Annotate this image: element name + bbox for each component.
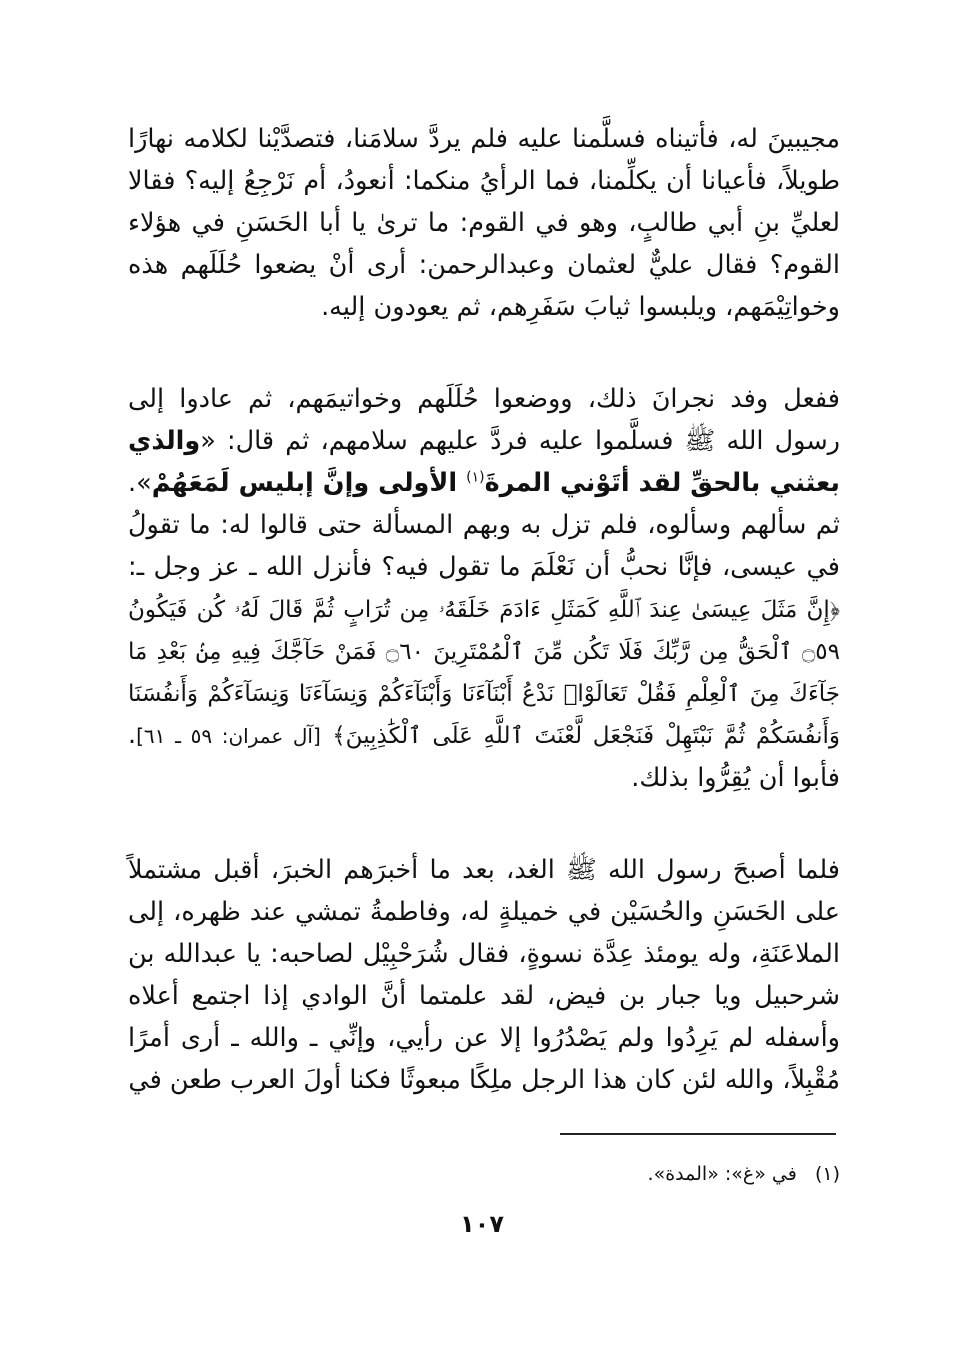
paragraph-3-text: فلما أصبحَ رسول الله ﷺ الغد، بعد ما أخبرَهم الخبرَ، أقبل مشتملاً على الحَسَنِ والحُسَيْن في خميلةٍ له، وفاطمةُ تمشي عند ظهره، إلى الملاعَنَةِ، وله يومئذ عِدَّة نسوةٍ، فقال شُرَحْبِيْل لصاحبه: يا عبدالله بن شرحبيل ويا جبار بن فيض، لقد علمتما أنَّ الوادي إذا اجتمع أعلاه وأسفله لم يَرِدُوا ولم يَصْدُرُوا إلا عن رأيي، وإنِّي ـ والله ـ أرى أمرًا مُقْبِلاً، والله لئن كان هذا الرجل ملِكًا مبعوثًا فكنا أولَ العرب طعن في — [128, 855, 840, 1095]
quran-verse: ﴿إِنَّ مَثَلَ عِيسَىٰ عِندَ ٱللَّهِ كَمَثَلِ ءَادَمَ خَلَقَهُۥ مِن تُرَابٍ ثُمَّ قَالَ لَهُۥ كُن فَيَكُونُ ۝٥٩ ٱلْحَقُّ مِن رَّبِّكَ فَلَا تَكُن مِّنَ ٱلْمُمْتَرِينَ ۝٦٠ فَمَنْ حَآجَّكَ فِيهِ مِنۢ بَعْدِ مَا جَآءَكَ مِنَ ٱلْعِلْمِ فَقُلْ تَعَالَوْا۟ نَدْعُ أَبْنَآءَنَا وَأَبْنَآءَكُمْ وَنِسَآءَنَا وَنِسَآءَكُمْ وَأَنفُسَنَا وَأَنفُسَكُمْ ثُمَّ نَبْتَهِلْ فَنَجْعَل لَّعْنَتَ ٱللَّهِ عَلَى ٱلْكَٰذِبِينَ﴾ — [128, 597, 841, 749]
paragraph-1-text: مجيبينَ له، فأتيناه فسلَّمنا عليه فلم يردَّ سلامَنا، فتصدَّيْنا لكلامه نهارًا طويلاً، فأعيانا أن يكلِّمنا، فما الرأيُ منكما: أنعودُ، أم نَرْجِعُ إليه؟ فقالا لعليِّ بنِ أبي طالبٍ، وهو في القوم: ما ترىٰ يا أبا الحَسَنِ في هؤلاء القوم؟ فقال عليٌّ لعثمان وعبدالرحمن: أرى أنْ يضعوا حُلَلَهم هذه وخواتِيْمَهم، ويلبسوا ثيابَ سَفَرِهم، ثم يعودون إليه. — [128, 124, 840, 322]
footnote-marker: (١) — [466, 469, 485, 486]
hadith-quote-part-1: والذي بعثني بالحقِّ لقد أتَوْني المرةَ — [128, 426, 840, 498]
paragraph-gap — [128, 328, 840, 378]
paragraph-3 — [128, 849, 840, 1101]
paragraph-2 — [128, 378, 840, 799]
footnote — [128, 1160, 840, 1188]
paragraph-2-text — [128, 378, 840, 799]
paragraph-1 — [128, 118, 840, 328]
footnote-number: (١) — [814, 1163, 840, 1185]
footnote-text: في «غ»: «المدة». — [647, 1163, 797, 1185]
footnote-divider — [560, 1133, 836, 1135]
verse-reference: [آل عمران: ٥٩ ـ ٦١] — [136, 724, 321, 748]
page-number: ١٠٧ — [460, 1210, 504, 1238]
hadith-quote-part-2: الأولى وإنَّ إبليس لَمَعَهُمْ — [151, 468, 467, 498]
paragraph-2-middle: ». ثم سألهم وسألوه، فلم تزل به وبهم المسألة حتى قالوا له: ما تقولُ في عيسى، فإنَّا نحبُّ أن نَعْلَمَ ما تقول فيه؟ فأنزل الله ـ عز وجل ـ: — [128, 468, 840, 582]
paragraph-2-intro: ففعل وفد نجرانَ ذلك، ووضعوا حُلَلَهم وخواتيمَهم، ثم عادوا إلى رسول الله ﷺ فسلَّموا عليه فردَّ عليهم سلامهم، ثم قال: « — [128, 384, 840, 456]
paragraph-2-end: . فأبوا أن يُقِرُّوا بذلك. — [128, 720, 840, 793]
paragraph-gap — [128, 799, 840, 849]
page-body — [128, 118, 840, 1101]
